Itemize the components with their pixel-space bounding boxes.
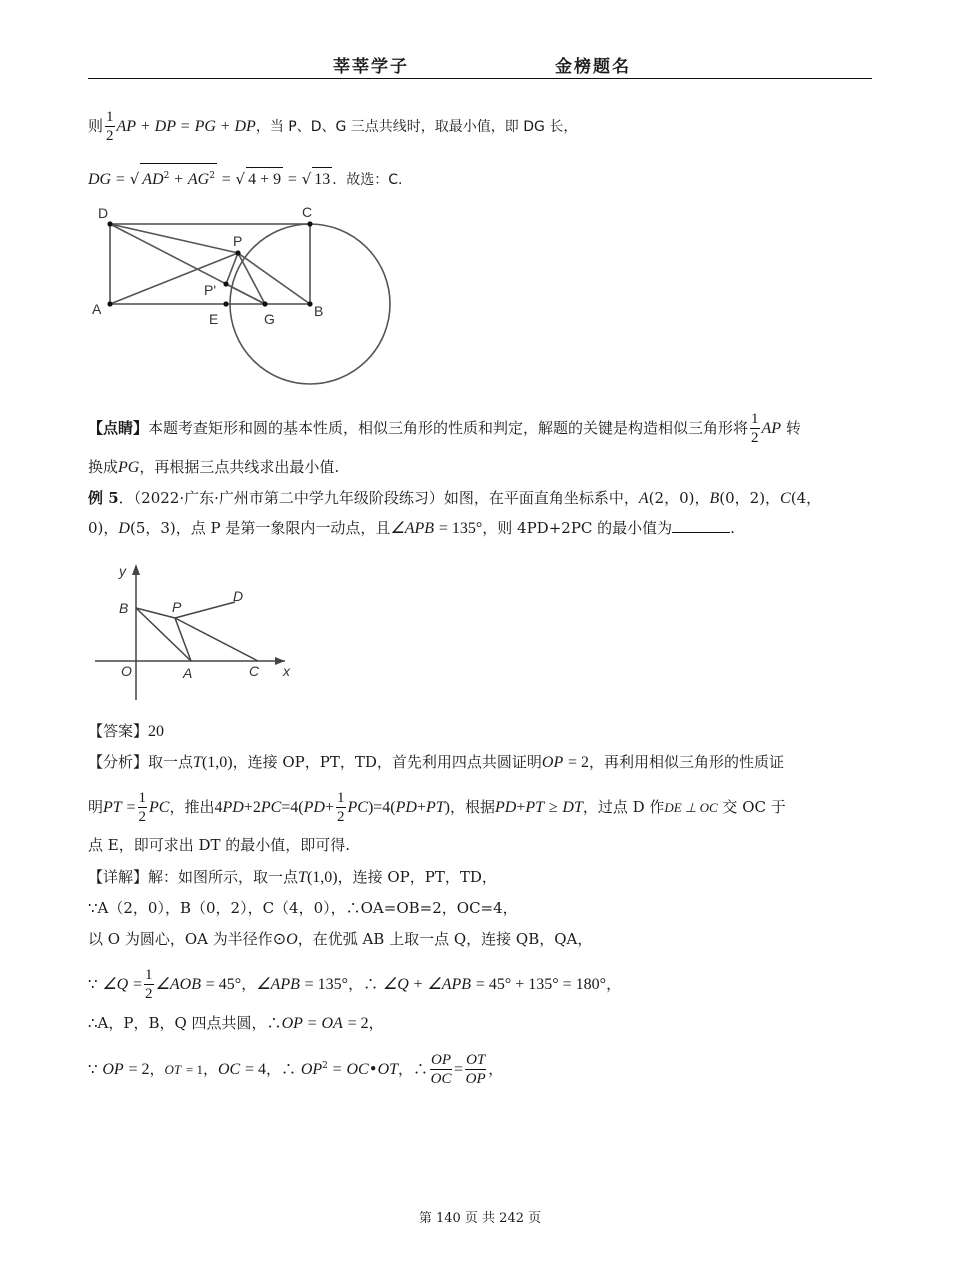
text: 换成 — [88, 458, 119, 476]
fraction: $\frac{OP}{OC}$ — [430, 1052, 452, 1087]
text: ，点 P 是第一象限内一动点，且 — [175, 519, 391, 537]
label-a: A — [92, 301, 102, 317]
line-2: DG = √ $AD^2 + AG^2$ = √ 4 + 9 = √ 13 ．故选：C. — [88, 163, 403, 191]
text: ，当 P、D、G 三点共线时，取最小值，即 DG 长， — [255, 119, 578, 135]
header-right: 金榜题名 — [555, 57, 631, 77]
text: ∴A，P，B，Q 四点共圆，∴ — [88, 1014, 282, 1032]
xiangjie-line-6: ∵ OP = 2，OT = 1，OC = 4，∴ $OP^2$ = OC•OT，∴ $\frac{OP}{OC}$ = $\frac{OT}{OP}$ ， — [88, 1052, 504, 1087]
xiangjie-line-4: ∵ ∠Q = $\frac{1}{2}$ ∠AOB = 45°，∠APB = 135°，∴ ∠Q + ∠APB = 45° + 135° = 180°， — [88, 967, 622, 1002]
text: ，在优弧 AB 上取一点 Q，连接 QB，QA， — [297, 930, 593, 948]
fenxi-line-1: 【分析】取一点T(1,0)，连接 OP，PT，TD，首先利用四点共圆证明OP = 2，再利用相似三角形的性质证 — [88, 753, 785, 771]
fenxi-line-3 — [88, 834, 350, 856]
segment-dp — [110, 224, 238, 253]
text: ，过点 D 作 — [582, 798, 665, 816]
segment-pd — [175, 602, 235, 618]
text: ∵ — [88, 1060, 98, 1078]
xiangjie-line-1: 【详解】解：如图所示，取一点T(1,0)，连接 OP，PT，TD， — [88, 868, 497, 886]
label: 【详解】 — [88, 868, 149, 886]
page-footer: 第 140 页 共 242 页 — [418, 1211, 542, 1226]
text: 转 — [785, 419, 801, 437]
label-b: B — [314, 303, 324, 319]
line-1: 则 $\frac{1}{2}$ AP + DP = PG + DP，当 P、D、G 三点共线时，取最小值，即 DG 长， — [88, 109, 578, 144]
text: ，再利用相似三角形的性质证 — [589, 753, 785, 771]
fraction: $\frac{1}{2}$ — [751, 411, 759, 446]
geometry-figure-1 — [88, 200, 408, 390]
segment-ap — [110, 253, 238, 304]
text: ，根据 — [450, 798, 496, 816]
label-c: C — [302, 204, 313, 220]
text: ，连接 OP，PT，TD， — [337, 868, 497, 886]
label: 【点睛】 — [88, 419, 149, 437]
label-y: y — [119, 563, 126, 579]
label-c: C — [249, 663, 260, 679]
answer-line — [88, 720, 164, 743]
header-left: 莘莘学子 — [333, 57, 409, 77]
coordinate-figure — [95, 560, 305, 705]
xiangjie-line-2 — [88, 897, 518, 919]
text: 以 O 为圆心，OA 为半径作 — [88, 930, 273, 948]
xiangjie-line-5: ∴A，P，B，Q 四点共圆，∴OP = OA = 2， — [88, 1014, 384, 1032]
text: ，则 4PD+2PC 的最小值为 — [482, 519, 673, 537]
label-x: x — [283, 663, 290, 679]
header-rule — [88, 78, 872, 79]
text: ，推出 — [169, 798, 215, 816]
text: ，再根据三点共线求出最小值. — [139, 458, 340, 476]
label-p: P — [233, 233, 243, 249]
example-label: 例 5 — [88, 489, 119, 507]
text: 明 — [88, 798, 104, 816]
label: 【分析】 — [88, 753, 149, 771]
answer-value: 20 — [148, 723, 165, 740]
answer-label: 【答案】 — [88, 722, 149, 740]
xiangjie-line-3: 以 O 为圆心，OA 为半径作⊙O，在优弧 AB 上取一点 Q，连接 QB，QA， — [88, 930, 593, 948]
label-o: O — [121, 663, 132, 679]
text: 点 E，即可求出 DT 的最小值，即可得. — [88, 836, 351, 854]
fraction: $\frac{1}{2}$ — [337, 790, 345, 825]
label-d: D — [233, 588, 244, 604]
segment-pc — [175, 618, 258, 661]
text: 交 OC 于 — [722, 798, 786, 816]
fraction: $\frac{1}{2}$ — [145, 967, 153, 1002]
label-g: G — [264, 311, 275, 327]
fraction: $\frac{1}{2}$ — [138, 790, 146, 825]
text: 解：如图所示，取一点 — [148, 868, 299, 886]
example-5-line-2: 0)，D(5，3)，点 P 是第一象限内一动点，且∠APB = 135°，则 4PD+2PC 的最小值为 . — [88, 519, 735, 537]
text: 则 — [88, 117, 104, 135]
line-4: 换成PG，再根据三点共线求出最小值. — [88, 458, 340, 476]
text: ∵A（2，0），B（0，2），C（4，0），∴OA=OB=2，OC=4， — [88, 899, 518, 917]
label-d: D — [98, 205, 109, 221]
label-a: A — [183, 665, 193, 681]
text: 取一点 — [148, 753, 194, 771]
fraction: $\frac{OT}{OP}$ — [465, 1052, 486, 1087]
label-p: P — [172, 599, 182, 615]
text: ．故选：C. — [332, 172, 403, 188]
fenxi-line-2: 明PT = $\frac{1}{2}$ PC，推出4PD+2PC=4(PD+ $\frac{1}{2}$ PC)=4(PD+PT)，根据PD+PT ≥ DT，过点 D 作DE ⊥ OC 交 OC 于 — [88, 790, 786, 825]
label-e: E — [209, 311, 219, 327]
example-5-line-1: 例 5．（2022·广东·广州市第二中学九年级阶段练习）如图，在平面直角坐标系中，A(2，0)，B(0，2)，C(4， — [88, 489, 822, 507]
label-b: B — [119, 600, 129, 616]
answer-blank — [672, 518, 730, 533]
label-p-prime: P' — [204, 282, 217, 298]
y-arrow — [132, 564, 140, 575]
text: ，连接 OP，PT，TD，首先利用四点共圆证明 — [232, 753, 542, 771]
text: ．（2022·广东·广州市第二中学九年级阶段练习）如图，在平面直角坐标系中， — [118, 489, 639, 507]
fraction: $\frac{1}{2}$ — [106, 109, 114, 144]
text: 本题考查矩形和圆的基本性质，相似三角形的性质和判定，解题的关键是构造相似三角形将 — [148, 419, 749, 437]
line-dianjing: 【点睛】本题考查矩形和圆的基本性质，相似三角形的性质和判定，解题的关键是构造相似三角形将 $\frac{1}{2}$ AP 转 — [88, 411, 801, 446]
